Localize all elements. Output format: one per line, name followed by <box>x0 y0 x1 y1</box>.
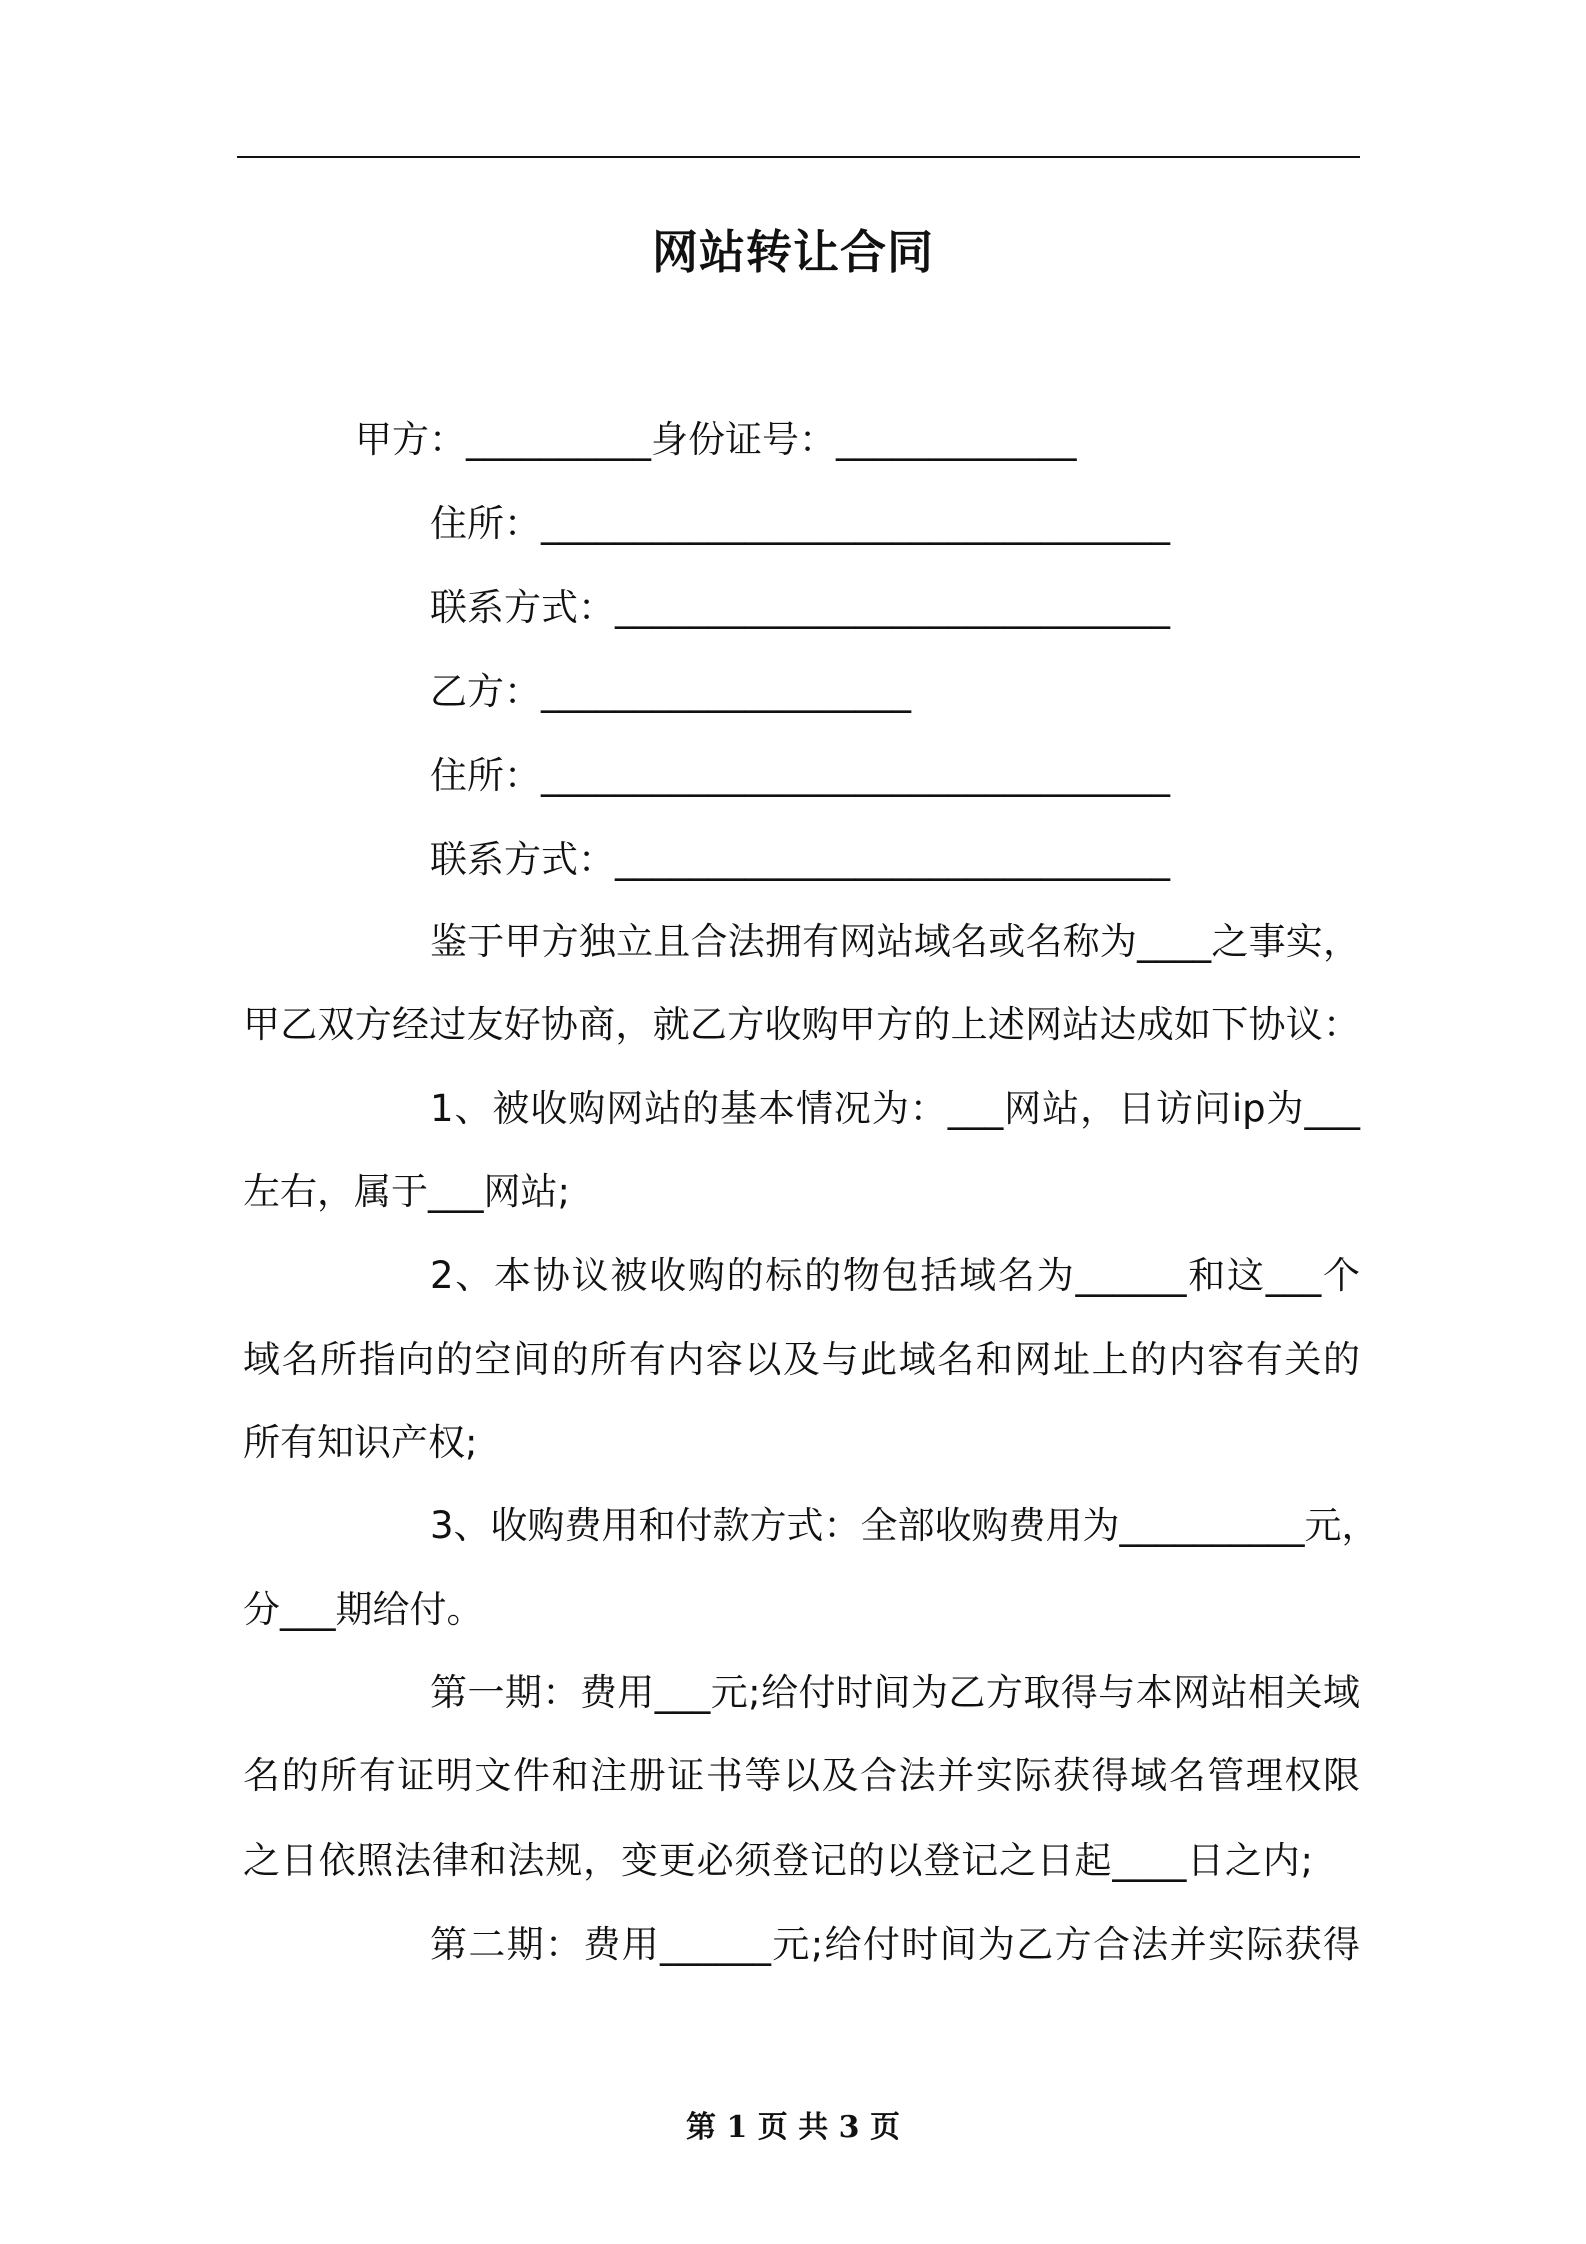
party-b-contact: 联系方式：______________________________ <box>430 838 1170 881</box>
page-indicator: 第 1 页 共 3 页 <box>686 2110 900 2145</box>
phase-2-line-1: 第二期：费用______元;给付时间为乙方合法并实际获得 <box>430 1923 1360 1966</box>
party-a-contact: 联系方式：______________________________ <box>430 586 1170 629</box>
phase-1-line-1: 第一期：费用___元;给付时间为乙方取得与本网站相关域 <box>430 1671 1360 1714</box>
party-a-line: 甲方：__________身份证号：_____________ <box>355 418 1077 461</box>
party-b-address: 住所：__________________________________ <box>430 754 1170 797</box>
clause-1-line-1: 1、被收购网站的基本情况为：___网站，日访问ip为___ <box>430 1087 1360 1130</box>
clause-2-line-1: 2、本协议被收购的标的物包括域名为______和这___个 <box>430 1254 1360 1297</box>
clause-3-line-2: 分___期给付。 <box>243 1588 484 1631</box>
preamble-line-2: 甲乙双方经过友好协商，就乙方收购甲方的上述网站达成如下协议： <box>243 1003 1360 1046</box>
document-title: 网站转让合同 <box>652 225 934 279</box>
clause-3-line-1: 3、收购费用和付款方式：全部收购费用为__________元， <box>430 1504 1379 1547</box>
preamble-line-1: 鉴于甲方独立且合法拥有网站域名或名称为____之事实， <box>430 920 1360 963</box>
clause-1-line-2: 左右，属于___网站; <box>243 1170 570 1213</box>
header-rule <box>237 156 1360 158</box>
phase-1-line-3: 之日依照法律和法规，变更必须登记的以登记之日起____日之内; <box>243 1839 1313 1882</box>
clause-2-line-3: 所有知识产权; <box>243 1421 478 1464</box>
clause-2-line-2: 域名所指向的空间的所有内容以及与此域名和网址上的内容有关的 <box>243 1338 1360 1381</box>
party-b-line: 乙方：____________________ <box>430 670 911 713</box>
party-a-address: 住所：__________________________________ <box>430 502 1170 545</box>
phase-1-line-2: 名的所有证明文件和注册证书等以及合法并实际获得域名管理权限 <box>243 1754 1360 1797</box>
